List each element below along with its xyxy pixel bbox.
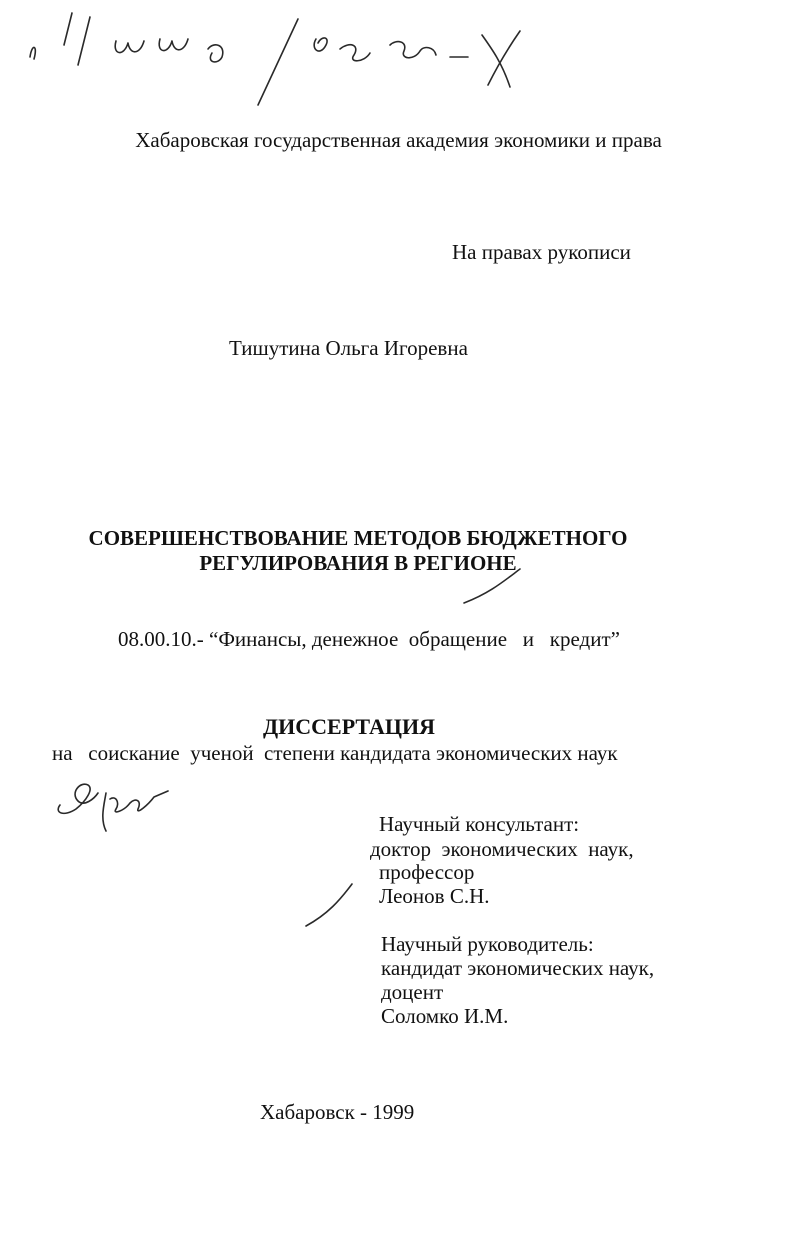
supervisor-name: Соломко И.М.	[381, 1004, 509, 1028]
dissertation-title-line-1: СОВЕРШЕНСТВОВАНИЕ МЕТОДОВ БЮДЖЕТНОГО	[88, 526, 628, 550]
consultant-label: Научный консультант:	[379, 812, 580, 836]
document-type-heading: ДИССЕРТАЦИЯ	[263, 714, 435, 739]
scribble-stroke	[314, 38, 327, 51]
consultant-degree: доктор экономических наук,	[370, 837, 634, 861]
manuscript-note: На правах рукописи	[452, 240, 631, 264]
institution-name: Хабаровская государственная академия экономики и права	[135, 128, 662, 152]
scribble-stroke	[58, 784, 168, 831]
scribble-stroke	[306, 884, 352, 926]
city-year: Хабаровск - 1999	[260, 1100, 415, 1124]
scribble-stroke	[78, 17, 90, 65]
scribble-stroke	[115, 41, 144, 53]
specialty-code: 08.00.10.- “Финансы, денежное обращение и кредит”	[118, 627, 620, 651]
dissertation-title-line-2: РЕГУЛИРОВАНИЯ В РЕГИОНЕ	[199, 551, 517, 575]
author-name: Тишутина Ольга Игоревна	[229, 336, 468, 360]
supervisor-rank: доцент	[381, 980, 444, 1004]
scribble-stroke	[159, 39, 188, 51]
scribble-stroke	[482, 31, 520, 87]
handwritten-archive-number	[20, 5, 540, 110]
pen-mark-consultant	[300, 880, 360, 930]
scribble-stroke	[258, 19, 298, 105]
degree-statement: на соискание ученой степени кандидата экономических наук	[52, 741, 618, 765]
scribble-stroke	[390, 42, 436, 58]
scribble-stroke	[64, 13, 72, 45]
author-signature	[50, 775, 180, 840]
supervisor-degree: кандидат экономических наук,	[381, 956, 655, 980]
consultant-name: Леонов С.Н.	[379, 884, 490, 908]
supervisor-label: Научный руководитель:	[381, 932, 594, 956]
consultant-rank: профессор	[379, 860, 475, 884]
scribble-stroke	[30, 47, 35, 59]
scribble-stroke	[340, 45, 370, 61]
scribble-stroke	[208, 45, 223, 62]
scribble-stroke	[464, 569, 520, 603]
pen-mark-title	[460, 565, 530, 610]
